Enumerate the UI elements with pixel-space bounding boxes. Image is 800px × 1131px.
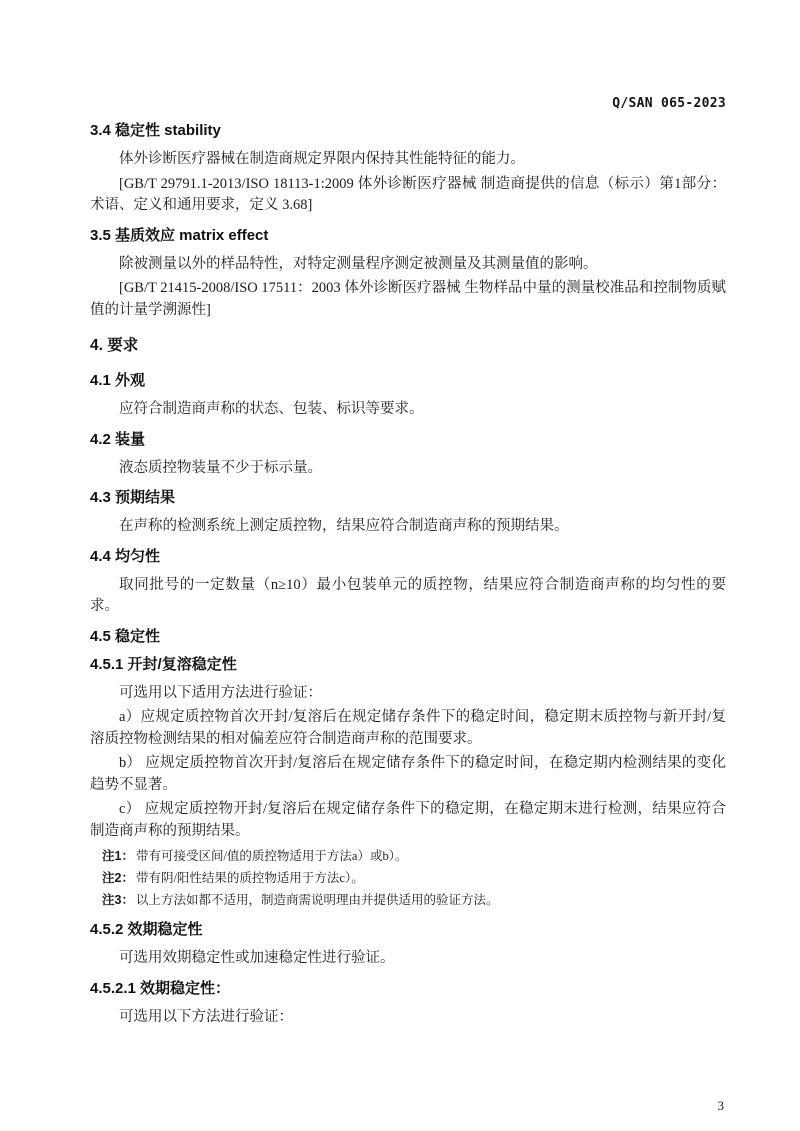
note-label: 注1： — [102, 849, 134, 863]
note — [90, 889, 726, 911]
section-heading: 4.5 稳定性 — [90, 627, 161, 645]
section-heading: 4.4 均匀性 — [90, 547, 161, 565]
paragraph: 液态质控物装量不少于标示量。 — [119, 459, 322, 476]
section-heading: 4.5.2.1 效期稳定性： — [90, 979, 231, 997]
paragraph: 可选用以下方法进行验证： — [119, 1008, 293, 1025]
paragraph: c） 应规定质控物开封/复溶后在规定储存条件下的稳定期，在稳定期末进行检测，结果应符合制造商声称的预期结果。 — [90, 801, 726, 839]
paragraph: 可选用效期稳定性或加速稳定性进行验证。 — [119, 950, 395, 966]
paragraph: 取同批号的一定数量（n≥10）最小包装单元的质控物，结果应符合制造商声称的均匀性的要求。 — [90, 576, 726, 614]
note-label: 注2： — [102, 871, 134, 885]
page-number: 3 — [717, 1098, 724, 1113]
note — [90, 867, 726, 889]
paragraph: [GB/T 29791.1-2013/ISO 18113-1:2009 体外诊断医疗器械 制造商提供的信息（标示）第1部分：术语、定义和通用要求，定义 3.68] — [90, 175, 726, 213]
paragraph: 在声称的检测系统上测定质控物，结果应符合制造商声称的预期结果。 — [119, 518, 569, 534]
section-heading: 4.3 预期结果 — [90, 489, 176, 506]
document-body — [90, 121, 726, 1028]
paragraph: b） 应规定质控物首次开封/复溶后在规定储存条件下的稳定时间，在稳定期内检测结果的变化趋势不显著。 — [90, 755, 726, 793]
section-heading: 3.4 稳定性 stability — [90, 122, 221, 139]
paragraph: 可选用以下适用方法进行验证： — [119, 684, 322, 701]
section-heading: 3.5 基质效应 matrix effect — [90, 226, 269, 244]
note-text: 带有阴/阳性结果的质控物适用于方法c）。 — [135, 871, 364, 885]
note — [90, 845, 726, 867]
note-text: 以上方法如都不适用，制造商需说明理由并提供适用的验证方法。 — [135, 893, 499, 907]
note-label: 注3： — [102, 893, 134, 907]
paragraph: 体外诊断医疗器械在制造商规定界限内保持其性能特征的能力。 — [119, 151, 525, 167]
paragraph: 除被测量以外的样品特性，对特定测量程序测定被测量及其测量值的影响。 — [119, 255, 598, 272]
section-heading: 4.1 外观 — [90, 372, 146, 389]
section-heading: 4.2 装量 — [90, 430, 146, 448]
note-text: 带有可接受区间/值的质控物适用于方法a）或b）。 — [135, 849, 408, 863]
standard-code-header: Q/SAN 065-2023 — [612, 96, 726, 111]
chapter-heading: 4. 要求 — [90, 337, 139, 354]
paragraph: a）应规定质控物首次开封/复溶后在规定储存条件下的稳定时间，稳定期末质控物与新开封/复溶质控物检测结果的相对偏差应符合制造商声称的范围要求。 — [90, 709, 726, 747]
section-heading: 4.5.2 效期稳定性 — [90, 921, 203, 938]
paragraph: 应符合制造商声称的状态、包装、标识等要求。 — [119, 401, 424, 417]
paragraph: [GB/T 21415-2008/ISO 17511：2003 体外诊断医疗器械 生物样品中量的测量校准品和控制物质赋值的计量学溯源性] — [90, 280, 726, 318]
section-heading: 4.5.1 开封/复溶稳定性 — [90, 655, 237, 673]
